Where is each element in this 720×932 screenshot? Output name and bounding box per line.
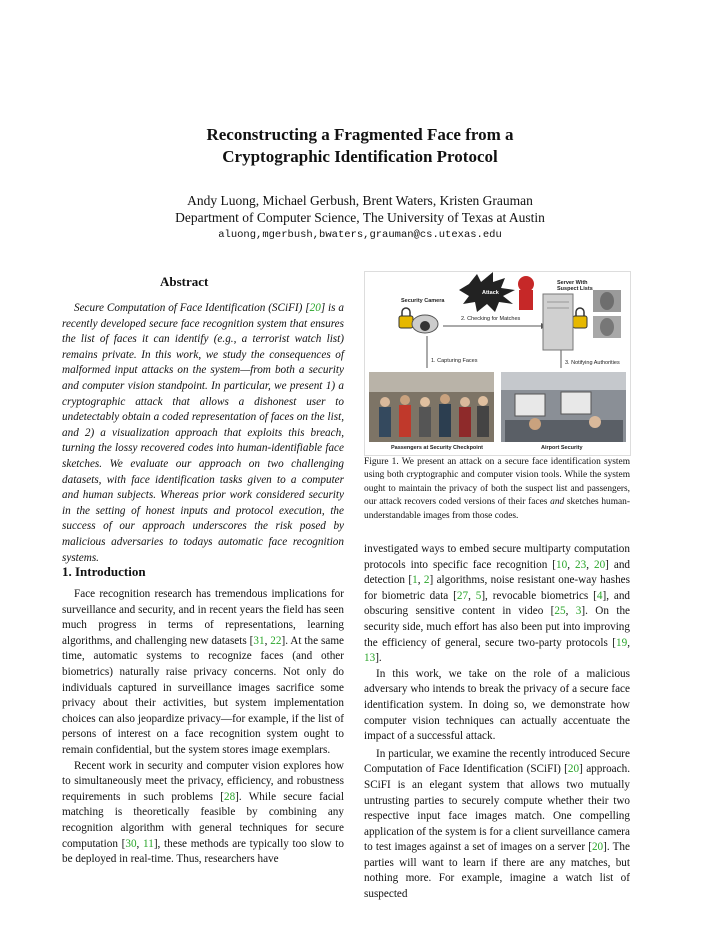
attack-label: Attack xyxy=(482,290,499,296)
citation-link[interactable]: 20 xyxy=(567,763,580,776)
affiliation: Department of Computer Science, The University of Texas at Austin xyxy=(175,210,545,225)
lock-icon xyxy=(399,316,413,328)
citation-link[interactable]: 13 xyxy=(364,652,376,665)
abstract-body: Secure Computation of Face Identification (SCiFI) [20] is a recently developed secure face recognition system that ensures the list of faces it can identify (e.g., a terrorist watch list) remains private. In this work, we study the consequences of malformed input attacks on the system—from both a security and computer vision standpoint. In particular, we present 1) a cryptographic attack that allows a dishonest user to undetectably obtain a coded representation of faces on the list, and 2) a visualization approach that exploits this breach, turning the lossy recovered codes into human-identifiable face sketches. We evaluate our approach on two challenging datasets, with face identification tasks given to a computer and human subjects. Whereas prior work considered security in the setting of honest inputs and protocol execution, the success of our approach underscores the risk posed by malicious adversaries to todays automatic face recognition systems. xyxy=(62,302,344,564)
figure-1-caption: Figure 1. We present an attack on a secure face identification system using both cryptographic and computer vision tools. While the system ought to maintain the privacy of both the suspect list and passengers, our attack recovers coded versions of their faces and sketches human-understandable images from those codes. xyxy=(364,457,630,521)
step3-label: 3. Notifying Authorities xyxy=(565,360,620,366)
airport-label: Airport Security xyxy=(541,445,583,451)
intro-heading: 1. Introduction xyxy=(62,564,146,579)
citation-link[interactable]: 30 xyxy=(125,837,137,850)
figure-1 xyxy=(364,271,631,456)
step2-label: 2. Checking for Matches xyxy=(461,316,521,322)
right-column-body: investigated ways to embed secure multiparty computation protocols into specific face recognition [10, 23, 20] and detection [1, 2] algorithms, noise resistant one-way hashes for biometric data [27, 5], revocable biometrics [4], and obscuring sensitive content in video [25, 3]. On the security side, much effort has also been put into improving the efficiency of general, secure two-party protocols [19, 13]. In this work, we take on the role of a malicious adversary who intends to break the privacy of a secure face identification system. In doing so, we demonstrate how computer vision techniques can actually accentuate the impact of a successful attack. In particular, we examine the recently introduced Secure Computation of Face Identification (SCiFI) [20] approach. SCiFI is an elegant system that allows two mutually untrusting parties to securely compute whether their two respective input face images match. One compelling application of the system is for a client surveillance camera to test images against a set of images on a server [20]. The parties will want to learn if there are any matches, but nothing more. For example, imagine a watch list of suspected xyxy=(364,543,631,901)
citation-link[interactable]: 23 xyxy=(575,558,587,571)
email: aluong,mgerbush,bwaters,grauman@cs.utexas.edu xyxy=(218,229,502,241)
citation-link[interactable]: 22 xyxy=(270,634,282,647)
paper-title-line2: Cryptographic Identification Protocol xyxy=(222,147,498,166)
citation-link[interactable]: 10 xyxy=(556,558,568,571)
citation-link[interactable]: 28 xyxy=(223,790,236,803)
citation-link[interactable]: 5 xyxy=(475,589,482,602)
citation-link[interactable]: 27 xyxy=(456,589,469,602)
citation-link[interactable]: 19 xyxy=(616,636,628,649)
authors: Andy Luong, Michael Gerbush, Brent Waters, Kristen Grauman xyxy=(187,193,533,208)
intro-body: Face recognition research has tremendous implications for surveillance and security, and in recent years the field has seen much progress in terms of representations, learning algorithms, and challenging new datasets [31, 22]. At the same time, automatic systems to recognize faces (and other biometrics) naturally raise privacy concerns. Not only do individuals captured in surveillance images sacrifice some privacy about their activities, but system implementation choices can also jeopardize privacy—for example, if the list of persons of interest on a face recognition system ought to remain confidential, but the system stores image exemplars. Recent work in security and computer vision explores how to simultaneously meet the privacy, efficiency, and robustness requirements in such problems [28]. While secure facial matching is theoretically feasible by combining any recognition algorithm with general techniques for secure computation [30, 11], these methods are typically too slow to be deployed in real-time. Thus, researchers have xyxy=(62,588,345,866)
passengers-label: Passengers at Security Checkpoint xyxy=(391,445,484,451)
lock-icon xyxy=(573,316,587,328)
citation-link[interactable]: 31 xyxy=(253,634,265,647)
citation-link[interactable]: 4 xyxy=(596,589,603,602)
abstract-heading: Abstract xyxy=(160,274,209,289)
citation-link[interactable]: 20 xyxy=(593,558,606,571)
paper-title-line1: Reconstructing a Fragmented Face from a xyxy=(206,125,514,144)
citation-link[interactable]: 25 xyxy=(554,605,566,618)
server-label: Server With Suspect Lists xyxy=(557,280,593,292)
camera-label: Security Camera xyxy=(401,298,445,304)
citation-link[interactable]: 2 xyxy=(423,574,430,587)
citation-link[interactable]: 20 xyxy=(591,841,604,854)
citation-link[interactable]: 1 xyxy=(412,574,418,587)
citation-link[interactable]: 11 xyxy=(143,837,154,850)
citation-link[interactable]: 3 xyxy=(575,605,582,618)
citation-link[interactable]: 20 xyxy=(309,302,321,314)
devil-icon xyxy=(518,276,534,292)
step1-label: 1. Capturing Faces xyxy=(431,358,478,364)
